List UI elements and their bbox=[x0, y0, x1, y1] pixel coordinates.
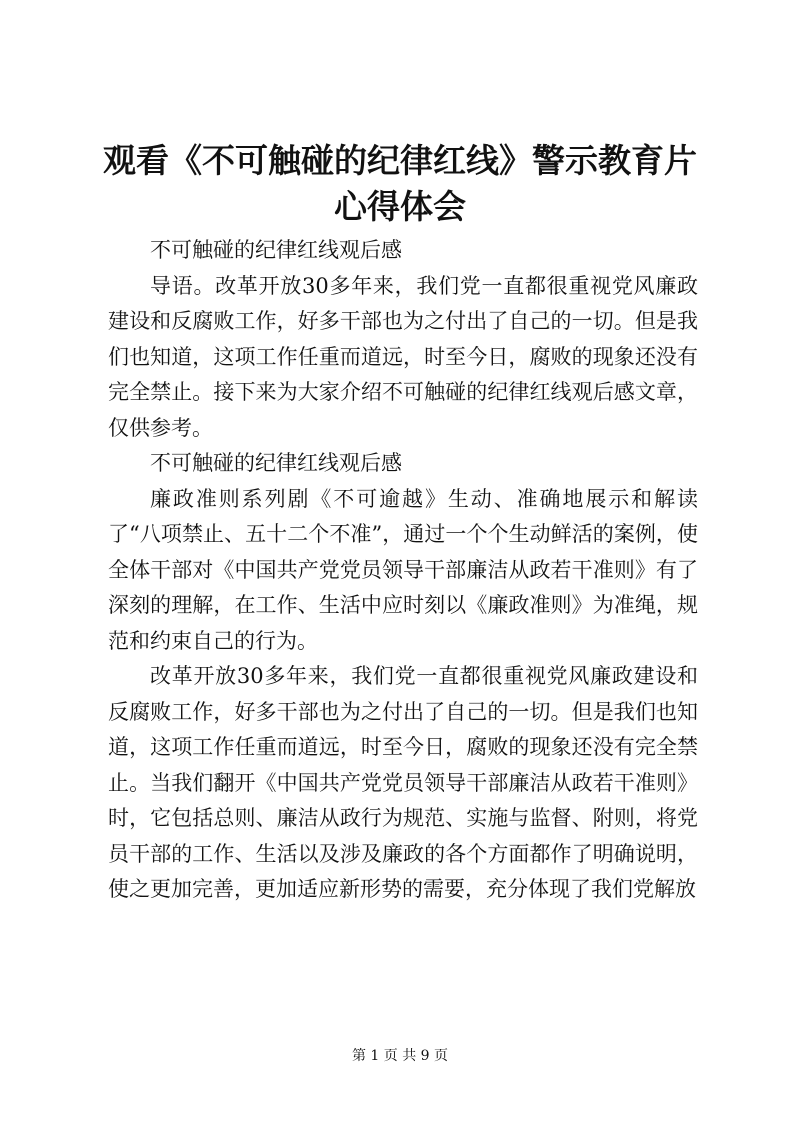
paragraph-body-1: 廉政准则系列剧《不可逾越》生动、准确地展示和解读了“八项禁止、五十二个不准”，通过一个个生动鲜活的案例，使全体干部对《中国共产党党员领导干部廉洁从政若干准则》有了深刻的理解，在工作、生活中应时刻以《廉政准则》为准绳，规范和约束自己的行为。 bbox=[108, 486, 698, 653]
paragraph-intro: 导语。改革开放30多年来，我们党一直都很重视党风廉政建设和反腐败工作，好多干部也为之付出了自己的一切。但是我们也知道，这项工作任重而道远，时至今日，腐败的现象还没有完全禁止。接下来为大家介绍不可触碰的纪律红线观后感文章，仅供参考。 bbox=[108, 273, 698, 440]
document-title: 观看《不可触碰的纪律红线》警示教育片心得体会 bbox=[103, 141, 697, 226]
page-number-footer: 第 1 页 共 9 页 bbox=[351, 1048, 449, 1064]
subheading-2: 不可触碰的纪律红线观后感 bbox=[150, 451, 402, 475]
document-body bbox=[108, 233, 698, 908]
paragraph-body-2: 改革开放30多年来，我们党一直都很重视党风廉政建设和反腐败工作，好多干部也为之付出了自己的一切。但是我们也知道，这项工作任重而道远，时至今日，腐败的现象还没有完全禁止。当我们翻开《中国共产党党员领导干部廉洁从政若干准则》时，它包括总则、廉洁从政行为规范、实施与监督、附则，将党员干部的工作、生活以及涉及廉政的各个方面都作了明确说明，使之更加完善，更加适应新形势的需要，充分体现了我们党解放 bbox=[108, 664, 698, 901]
subheading-1: 不可触碰的纪律红线观后感 bbox=[150, 238, 402, 262]
